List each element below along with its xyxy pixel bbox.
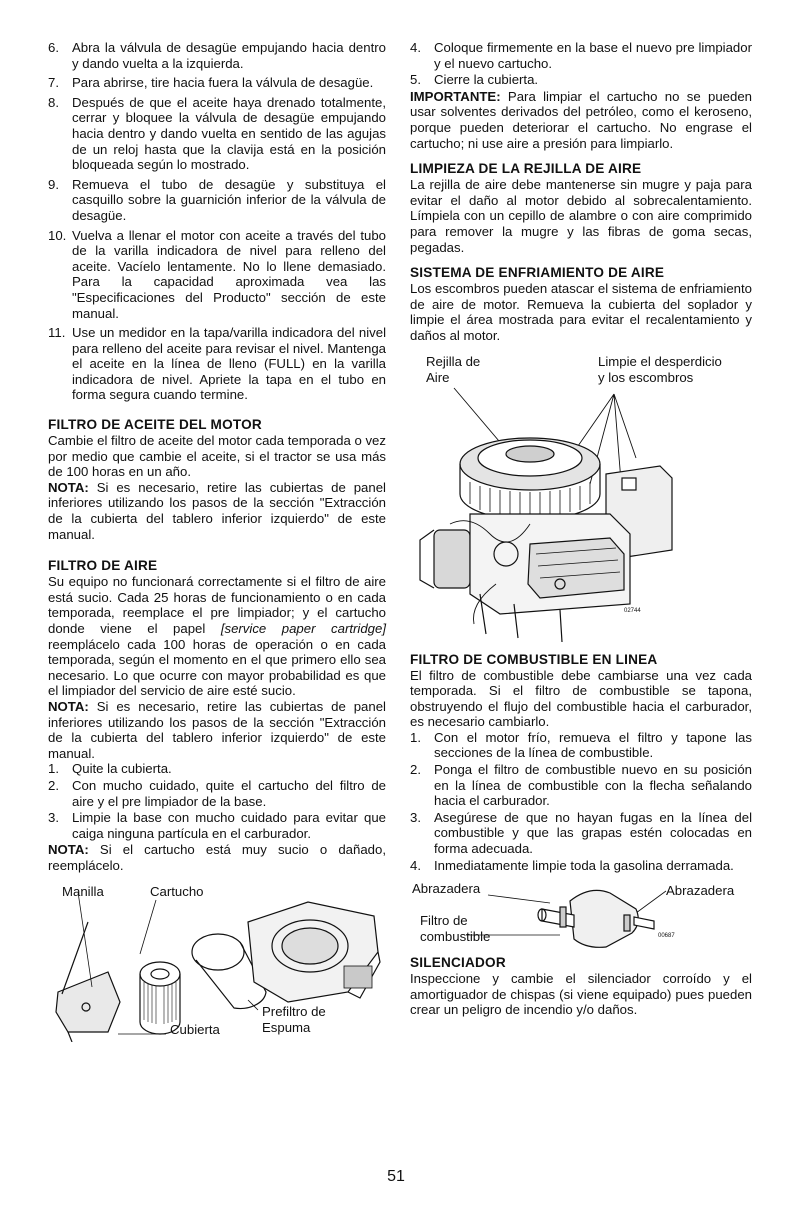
oil-filter-text: Cambie el filtro de aceite del motor cada temporada o vez por medio que cambie el aceite, si el tractor se usa más de 100 horas en un año. xyxy=(48,433,386,480)
aire-label: Aire xyxy=(426,369,450,385)
prefiltro-label: Prefiltro de xyxy=(262,1003,326,1019)
grille-text: La rejilla de aire debe mantenerse sin mugre y paja para evitar el daño al motor debido al sobrecalentamiento. Límpiela con un cepillo de alambre o con aire comprimido para remover la mugre y las fibras de goma secas, pegadas. xyxy=(410,177,752,255)
filtro-label: Filtro de xyxy=(420,913,468,929)
air-filter-figure xyxy=(48,882,386,1042)
list-item: 5. Cierre la cubierta. xyxy=(410,72,539,88)
combustible-label: combustible xyxy=(420,929,491,945)
list-item: 3. Asegúrese de que no hayan fugas en la línea del combustible y que las grapas estén colocadas en forma adecuada. xyxy=(410,809,752,857)
list-item: 3. Limpie la base con mucho cuidado para evitar que caiga ninguna partícula en el carburador. xyxy=(48,810,386,841)
engine-illustration xyxy=(410,354,752,644)
important-note: IMPORTANTE: Para limpiar el cartucho no se pueden usar solventes derivados del petróleo, como el keroseno, porque pueden deteriorar el cartucho. No engrase el cartucho; ni use aire a presión para limpiarlo. xyxy=(410,88,752,151)
espuma-label: Espuma xyxy=(262,1019,311,1035)
grille-heading: LIMPIEZA DE LA REJILLA DE AIRE xyxy=(410,161,642,177)
cooling-text: Los escombros pueden atascar el sistema de enfriamiento de aire de motor. Remueva la cubierta del soplador y limpie el área mostrada para evitar el recalentamiento y daños al motor. xyxy=(410,281,752,343)
list-item: 11. Use un medidor en la tapa/varilla indicadora del nivel para relleno del aceite para revisar el nivel. Mantenga el aceite en la línea de lleno (FULL) en la varilla indicadora de nivel. Apriete la tapa en el tubo en forma segura cuando termine. xyxy=(48,325,386,403)
cooling-heading: SISTEMA DE ENFRIAMIENTO DE AIRE xyxy=(410,265,665,281)
engine-figure-code: 02744 xyxy=(624,607,641,614)
rejilla-label: Rejilla de xyxy=(426,353,481,369)
right-column xyxy=(410,40,752,1018)
air-filter-note: NOTA: Si es necesario, retire las cubiertas de panel inferiores utilizando los pasos de la sección "Extracción de la cubierta del tablero inferior izquierdo" de este manual. xyxy=(48,698,386,761)
fuel-filter-steps-list xyxy=(410,730,752,873)
air-filter-heading: FILTRO DE AIRE xyxy=(48,558,158,574)
limpie-label: Limpie el desperdicio xyxy=(598,353,722,369)
left-column xyxy=(48,40,386,1042)
cartucho-label: Cartucho xyxy=(150,883,204,899)
list-item: 10. Vuelva a llenar el motor con aceite a través del tubo de la varilla indicadora de nivel para relleno del aceite. Vacíelo lentamente. No lo llene demasiado. Para la capacidad aproximada vea las "Especificaciones del Producto" sección de este manual. xyxy=(48,227,386,321)
muffler-text: Inspeccione y cambie el silenciador corroído y el amortiguador de chispas (si viene equipado) pues pueden crear un peligro de incendio y/o daños. xyxy=(410,971,752,1018)
list-item: 4. Inmediatamente limpie toda la gasolina derramada. xyxy=(410,857,734,873)
list-item: 7. Para abrirse, tire hacia fuera la válvula de desagüe. xyxy=(48,75,374,91)
abrazadera-right-label: Abrazadera xyxy=(666,883,735,899)
list-item: 6. Abra la válvula de desagüe empujando hacia dentro y dando vuelta a la izquierda. xyxy=(48,40,386,71)
oil-filter-note: NOTA: Si es necesario, retire las cubiertas de panel inferiores utilizando los pasos de la sección "Extracción de la cubierta del tablero inferior izquierdo" de este manual. xyxy=(48,479,386,542)
abrazadera-left-label: Abrazadera xyxy=(412,881,481,897)
muffler-heading: SILENCIADOR xyxy=(410,955,506,971)
list-item: 2. Ponga el filtro de combustible nuevo en su posición en la línea de combustible con la flecha señalando hacia el carburador. xyxy=(410,762,752,809)
fuel-figure-code: 00687 xyxy=(658,933,675,940)
list-item: 8. Después de que el aceite haya drenado totalmente, cerrar y bloquee la válvula de desagüe empujando hacia dentro y dando vuelta en sentido de las agujas de un reloj hasta que la clavija está en la posición bloqueada según lo mostrado. xyxy=(48,94,386,173)
list-item: 1. Con el motor frío, remueva el filtro y tapone las secciones de la línea de combustible. xyxy=(410,729,752,761)
fuel-filter-figure xyxy=(410,877,752,949)
cartridge-steps-list xyxy=(410,40,752,88)
list-item: 4. Coloque firmemente en la base el nuevo pre limpiador y el nuevo cartucho. xyxy=(410,40,752,71)
drain-steps-list xyxy=(48,40,386,403)
manilla-label: Manilla xyxy=(62,883,104,899)
list-item: 1. Quite la cubierta. xyxy=(48,761,172,777)
escombros-label: y los escombros xyxy=(598,369,694,385)
list-item: 9. Remueva el tubo de desagüe y substituya el casquillo sobre la guarnición inferior de la válvula de desagüe. xyxy=(48,176,386,223)
cubierta-label: Cubierta xyxy=(170,1021,220,1037)
fuel-filter-text: El filtro de combustible debe cambiarse una vez cada temporada. Si el filtro de combustible se tapona, obstruyendo el flujo del combustible hacia el carburador, es necesario cambiarlo. xyxy=(410,667,752,730)
page-number: 51 xyxy=(387,1168,405,1185)
engine-figure xyxy=(410,354,752,644)
oil-filter-heading: FILTRO DE ACEITE DEL MOTOR xyxy=(48,417,262,433)
fuel-filter-heading: FILTRO DE COMBUSTIBLE EN LINEA xyxy=(410,651,658,667)
air-filter-illustration xyxy=(48,882,386,1042)
list-item: 2. Con mucho cuidado, quite el cartucho del filtro de aire y el pre limpiador de la base. xyxy=(48,777,386,809)
air-filter-text: Su equipo no funcionará correctamente si el filtro de aire está sucio. Cada 25 horas de funcionamiento o en cada temporada, reemplace el pre limpiador; y el cartucho donde viene el papel [service paper cartridge] reemplácelo cada 100 horas de operación o en cada temporada, según el momento en el que primero ello sea necesario. Lo que ocurre con mayor probabilidad es que el limpiador del servicio de aire esté sucio. xyxy=(48,574,386,699)
air-filter-steps-list xyxy=(48,761,386,841)
air-filter-note-2: NOTA: Si el cartucho está muy sucio o dañado, reemplácelo. xyxy=(48,842,386,873)
